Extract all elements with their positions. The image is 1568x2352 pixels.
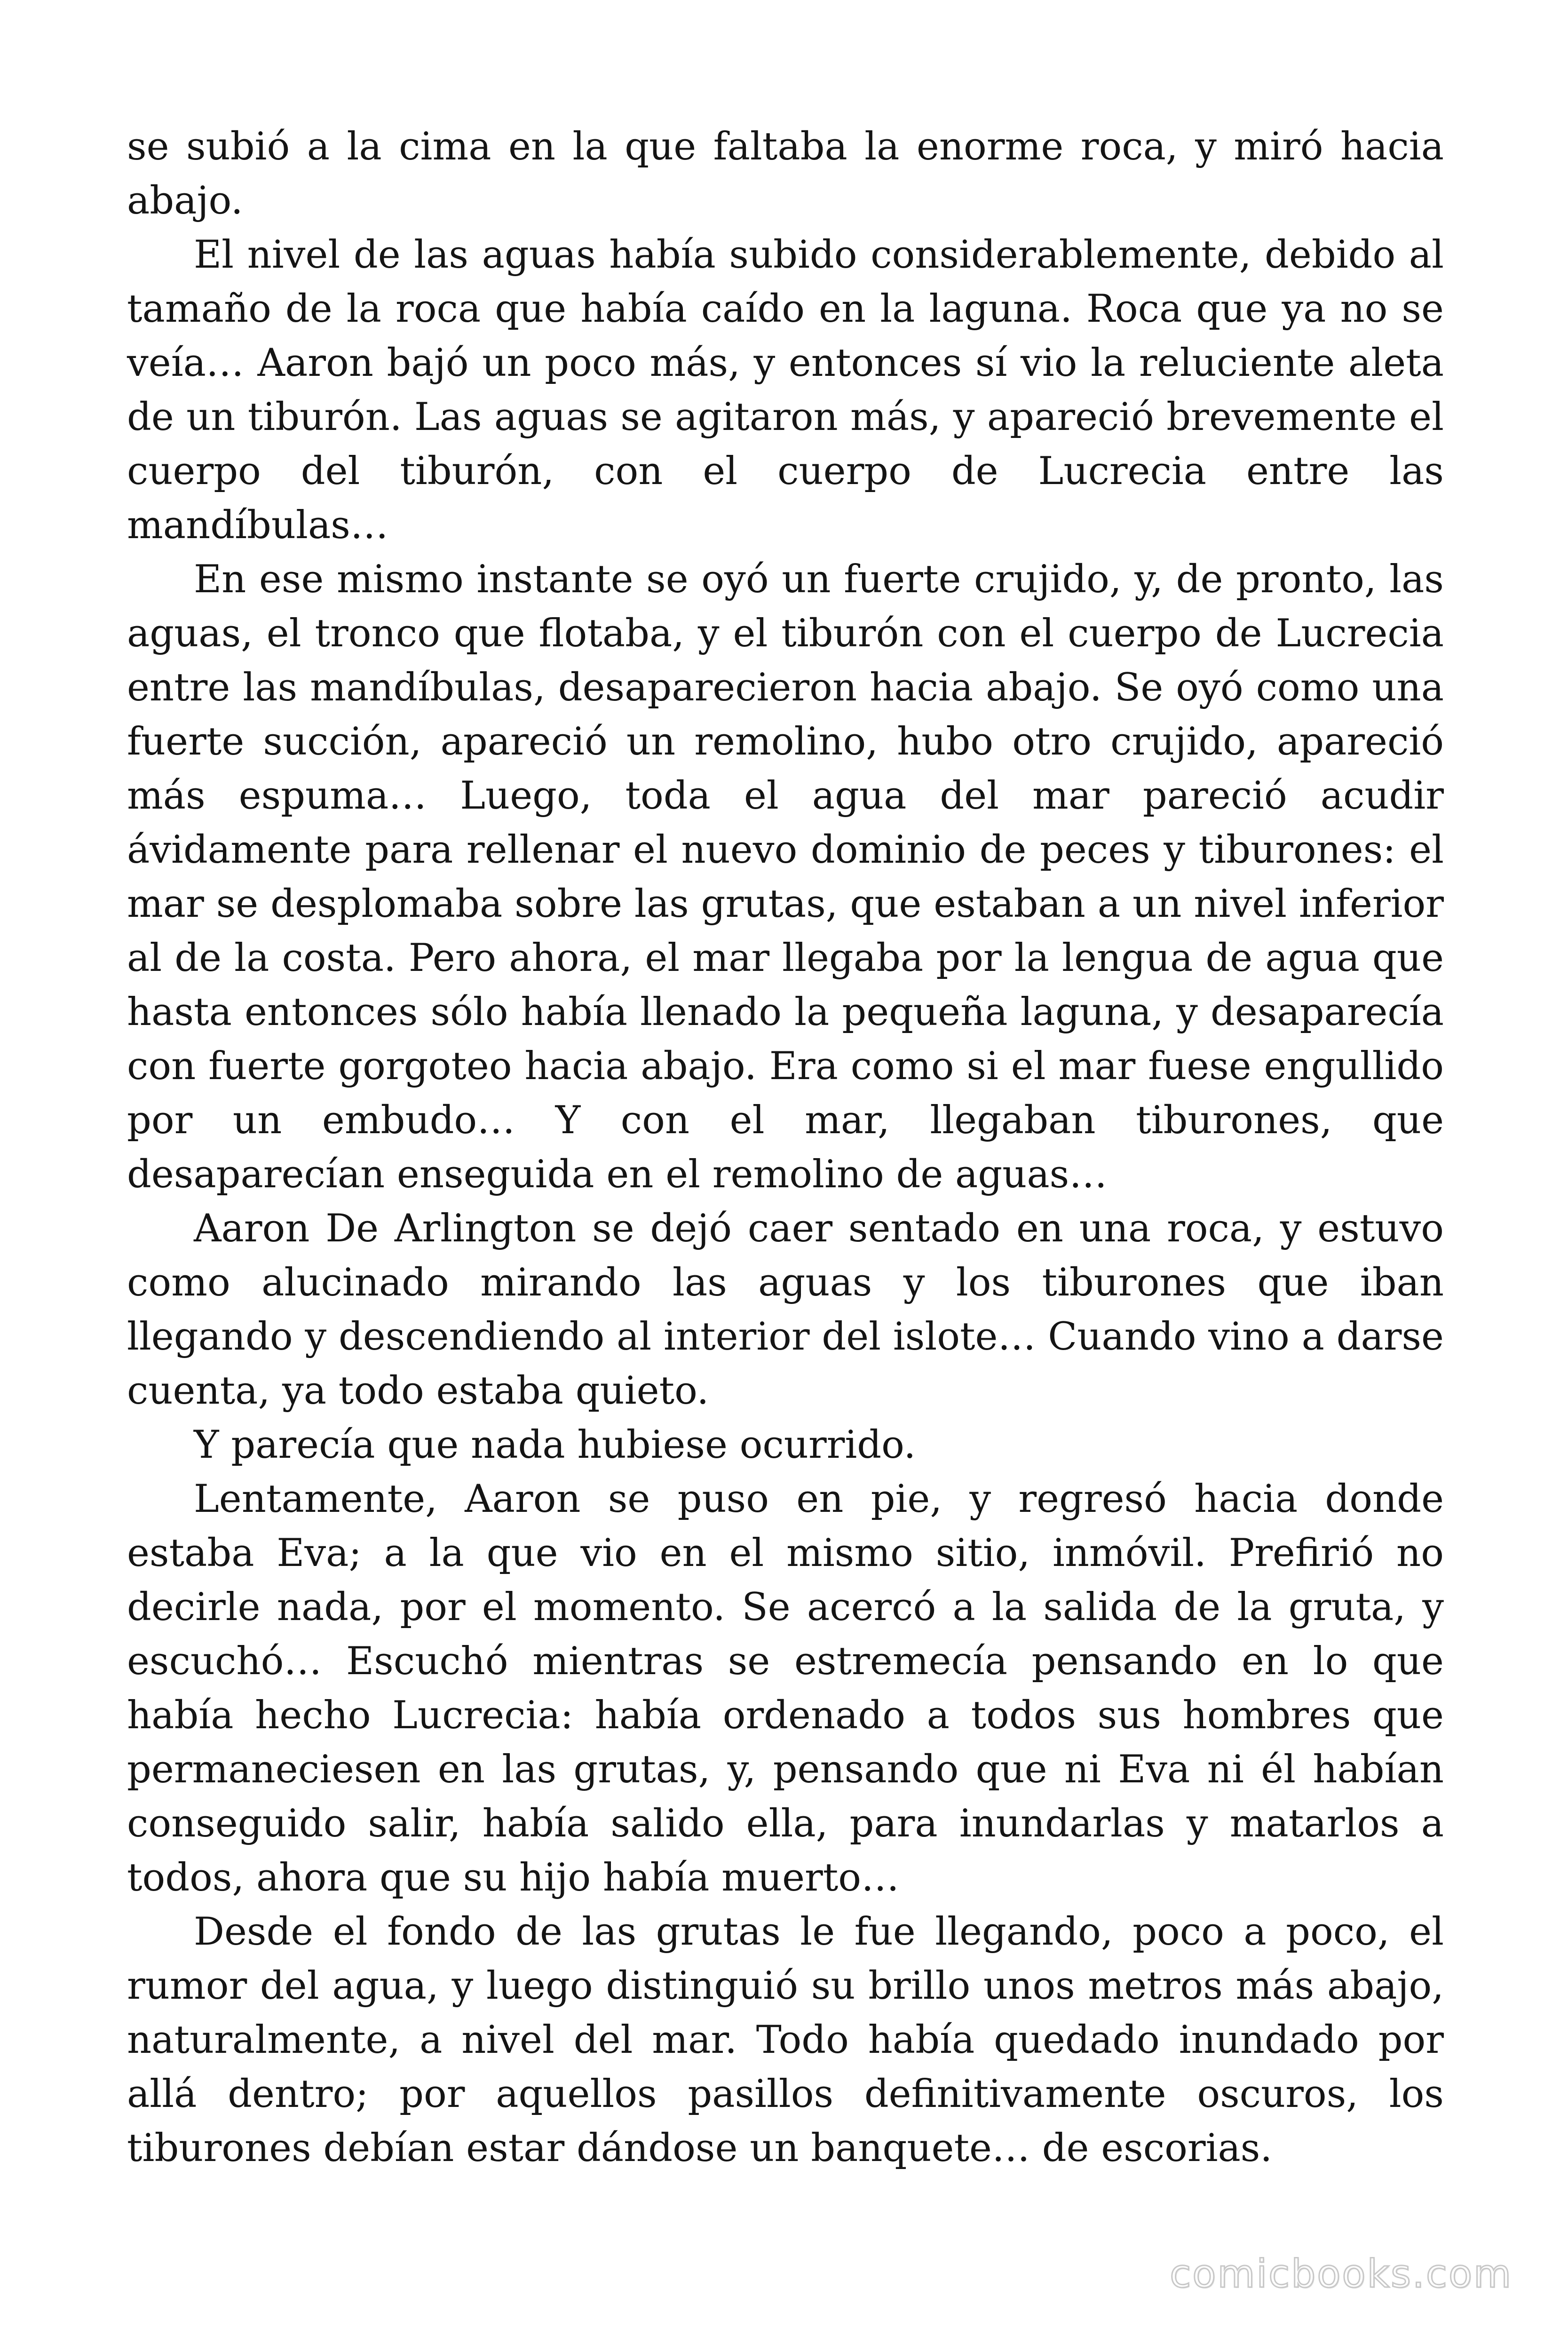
- paragraph-continuation: se subió a la cima en la que faltaba la enorme roca, y miró hacia abajo.: [127, 125, 1444, 223]
- paragraph: El nivel de las aguas había subido considerablemente, debido al tamaño de la roca que había caído en la laguna. Roca que ya no se veía… Aaron bajó un poco más, y entonces sí vio la reluciente aleta de un tiburón. Las aguas se agitaron más, y apareció brevemente el cuerpo del tiburón, con el cuerpo de Lucrecia entre las mandíbulas…: [127, 233, 1444, 548]
- paragraph: Aaron De Arlington se dejó caer sentado en una roca, y estuvo como alucinado mirando las aguas y los tiburones que iban llegando y descendiendo al interior del islote… Cuando vino a darse cuenta, ya todo estaba quieto.: [127, 1207, 1444, 1413]
- paragraph: En ese mismo instante se oyó un fuerte crujido, y, de pronto, las aguas, el tronco que flotaba, y el tiburón con el cuerpo de Lucrecia entre las mandíbulas, desaparecieron hacia abajo. Se oyó como una fuerte succión, apareció un remolino, hubo otro crujido, apareció más espuma… Luego, toda el agua del mar pareció acudir ávidamente para rellenar el nuevo dominio de peces y tiburones: el mar se desplomaba sobre las grutas, que estaban a un nivel inferior al de la costa. Pero ahora, el mar llegaba por la lengua de agua que hasta entonces sólo había llenado la pequeña laguna, y desaparecía con fuerte gorgoteo hacia abajo. Era como si el mar fuese engullido por un embudo… Y con el mar, llegaban tiburones, que desaparecían enseguida en el remolino de aguas…: [127, 557, 1444, 1197]
- paragraph: Y parecía que nada hubiese ocurrido.: [194, 1423, 916, 1467]
- page-text: [127, 120, 1444, 2176]
- paragraph: Lentamente, Aaron se puso en pie, y regresó hacia donde estaba Eva; a la que vio en el mismo sitio, inmóvil. Prefirió no decirle nada, por el momento. Se acercó a la salida de la gruta, y escuchó… Escuchó mientras se estremecía pensando en lo que había hecho Lucrecia: había ordenado a todos sus hombres que permaneciesen en las grutas, y, pensando que ni Eva ni él habían conseguido salir, había salido ella, para inundarlas y matarlos a todos, ahora que su hijo había muerto…: [127, 1477, 1444, 1900]
- watermark: comicbooks.com: [1170, 2252, 1513, 2296]
- paragraph: Desde el fondo de las grutas le fue llegando, poco a poco, el rumor del agua, y luego distinguió su brillo unos metros más abajo, naturalmente, a nivel del mar. Todo había quedado inundado por allá dentro; por aquellos pasillos definitivamente oscuros, los tiburones debían estar dándose un banquete… de escorias.: [127, 1910, 1444, 2170]
